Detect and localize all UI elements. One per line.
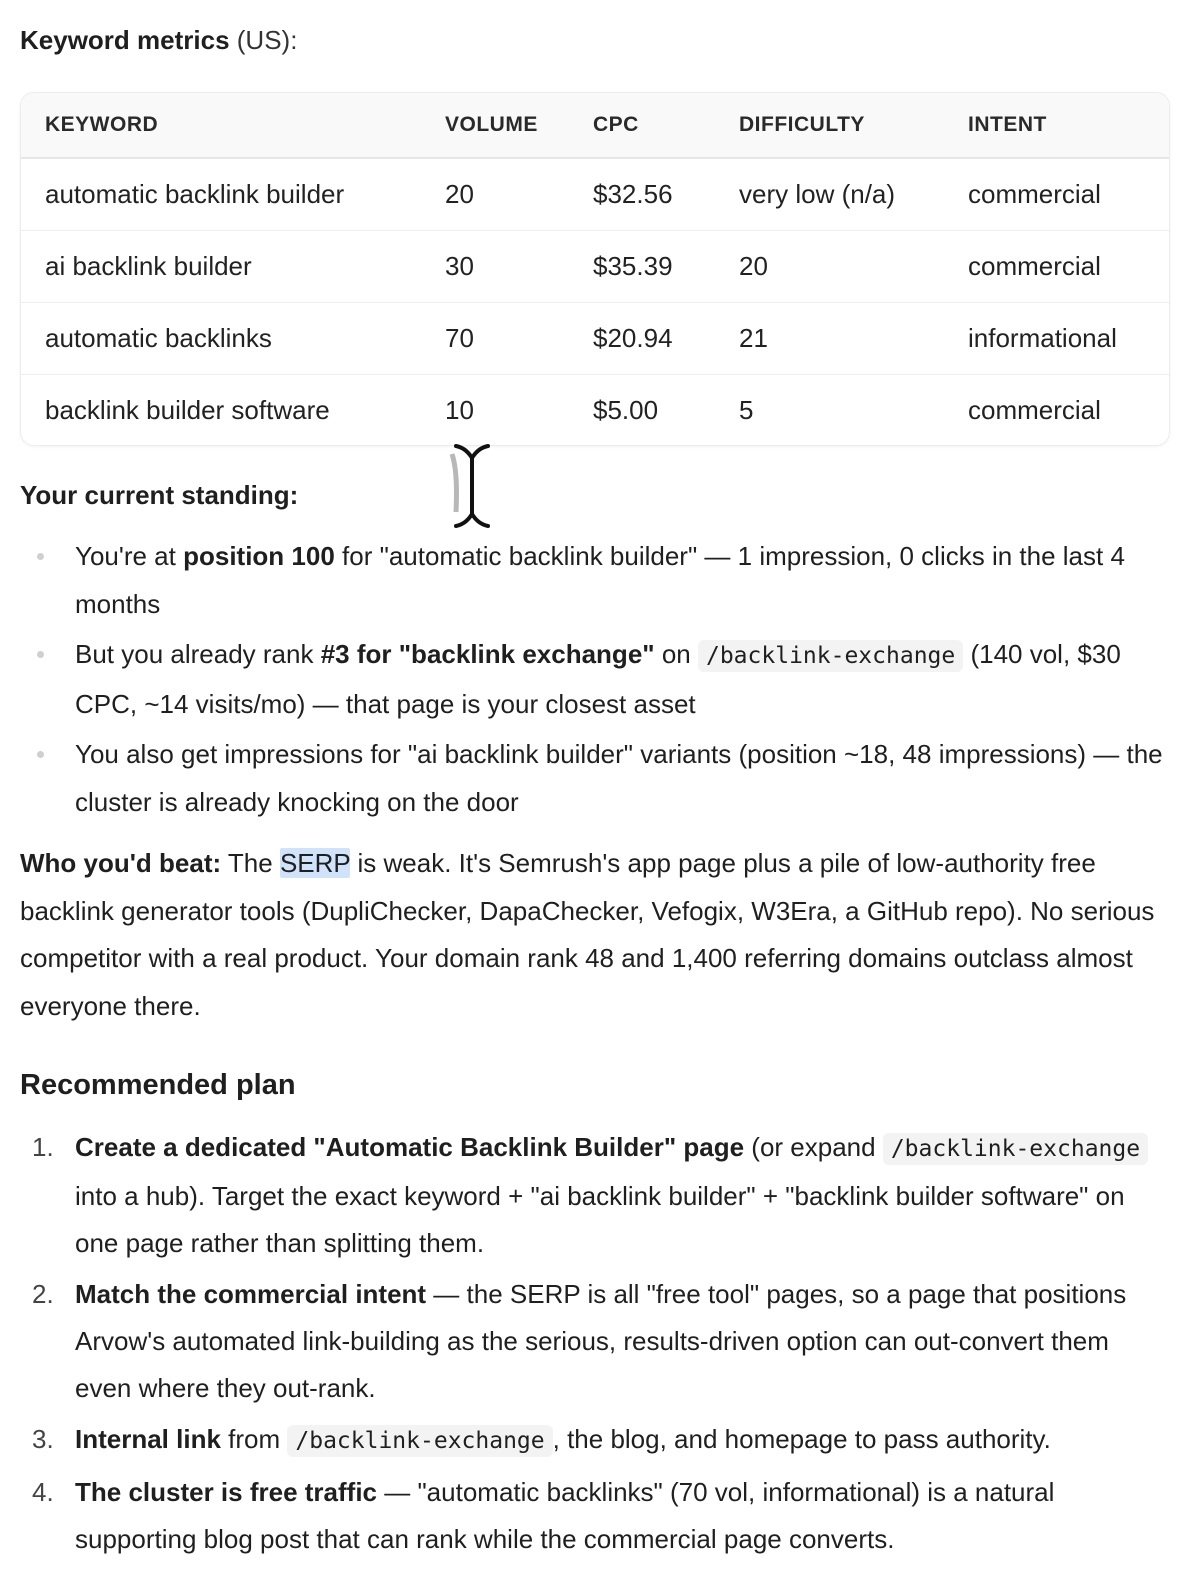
table-header-row [21,93,1169,158]
volume-cell: 70 [445,303,593,375]
intent-cell: informational [968,303,1169,375]
inline-code: /backlink-exchange [883,1133,1148,1165]
col-cpc-header: CPC [593,93,739,158]
col-volume-header: VOLUME [445,93,593,158]
list-number: 4. [32,1477,54,1507]
inline-code: /backlink-exchange [287,1425,552,1457]
col-difficulty-header: DIFFICULTY [739,93,968,158]
recommended-plan-heading: Recommended plan [20,1069,296,1101]
keyword-cell: backlink builder software [45,395,330,425]
table-row [21,375,1169,447]
text-cursor-icon [446,442,498,530]
list-item: 2. Match the commercial intent — the SERP is all "free tool" pages, so a page that positions Arvow's automated link-building as the serious, results-driven option can out-convert them even where they out-rank. [20,1271,1170,1412]
list-item: You're at position 100 for "automatic backlink builder" — 1 impression, 0 clicks in the last 4 months [20,532,1170,628]
keyword-metrics-heading: Keyword metrics (US): [20,25,298,55]
keyword-metrics-table [20,92,1170,446]
cpc-cell: $32.56 [593,158,739,231]
plan-list [20,1124,1170,1567]
difficulty-cell: very low (n/a) [739,158,968,231]
who-youd-beat-paragraph: Who you'd beat: The SERP is weak. It's Semrush's app page plus a pile of low-authority free backlink generator tools (DupliChecker, DapaChecker, Vefogix, W3Era, a GitHub repo). No serious competitor with a real product. Your domain rank 48 and 1,400 referring domains outclass almost everyone there. [20,848,1155,1021]
current-standing-heading: Your current standing: [20,480,299,510]
list-item: 1. Create a dedicated "Automatic Backlink Builder" page (or expand /backlink-exchange into a hub). Target the exact keyword + "ai backlink builder" + "backlink builder software" on one page rather than splitting them. [20,1124,1170,1267]
col-intent-header: INTENT [968,93,1169,158]
selected-text-highlight[interactable]: SERP [279,848,351,878]
list-number: 1. [32,1132,54,1162]
volume-cell: 30 [445,231,593,303]
volume-cell: 20 [445,158,593,231]
intent-cell: commercial [968,158,1169,231]
list-item: 4. The cluster is free traffic — "automatic backlinks" (70 vol, informational) is a natural supporting blog post that can rank while the commercial page converts. [20,1469,1170,1563]
cpc-cell: $20.94 [593,303,739,375]
intent-cell: commercial [968,231,1169,303]
list-item: 3. Internal link from /backlink-exchange , the blog, and homepage to pass authority. [20,1416,1170,1465]
list-item: But you already rank #3 for "backlink exchange" on /backlink-exchange (140 vol, $30 CPC, ~14 visits/mo) — that page is your closest asset [20,630,1170,728]
cpc-cell: $35.39 [593,231,739,303]
table-row [21,231,1169,303]
table-row [21,158,1169,231]
list-number: 2. [32,1279,54,1309]
intent-cell: commercial [968,395,1101,425]
volume-cell: 10 [445,395,474,425]
difficulty-cell: 20 [739,231,968,303]
list-item: You also get impressions for "ai backlink builder" variants (position ~18, 48 impressions) — the cluster is already knocking on the door [20,730,1170,826]
table-row [21,303,1169,375]
keyword-cell: automatic backlink builder [21,158,445,231]
col-keyword-header: KEYWORD [21,93,445,158]
cpc-cell: $5.00 [593,395,659,425]
keyword-cell: ai backlink builder [21,231,445,303]
difficulty-cell: 5 [739,395,754,425]
list-number: 3. [32,1424,54,1454]
standing-list [20,532,1170,828]
difficulty-cell: 21 [739,303,968,375]
keyword-cell: automatic backlinks [21,303,445,375]
inline-code: /backlink-exchange [698,640,963,672]
